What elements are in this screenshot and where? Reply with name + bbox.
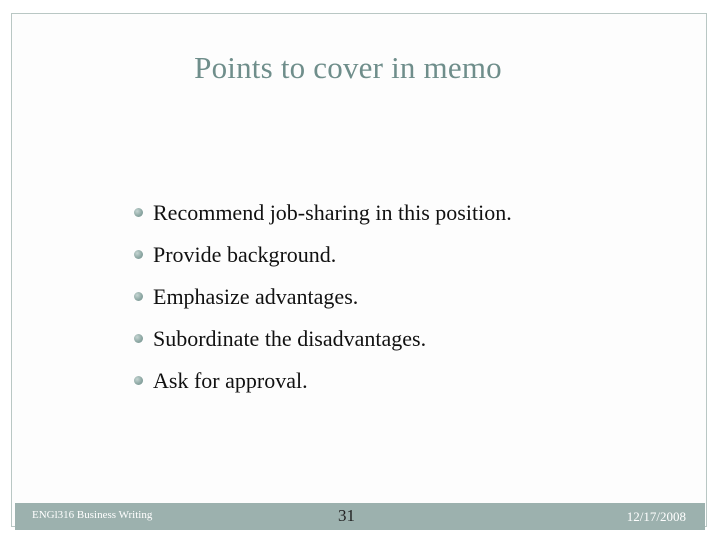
bullet-text: Ask for approval.: [153, 368, 308, 393]
bullet-item: [134, 198, 512, 240]
bullet-text: Subordinate the disadvantages.: [153, 326, 427, 351]
slide-footer: [15, 503, 705, 530]
bullet-item: [134, 366, 512, 408]
footer-course-label: ENGl316 Business Writing: [32, 509, 153, 521]
bullet-item: [134, 240, 512, 282]
bullet-item: [134, 324, 512, 366]
slide-frame: [11, 13, 707, 527]
bullet-dot-icon: [134, 250, 143, 259]
bullet-dot-icon: [134, 208, 143, 217]
footer-page-number: 31: [338, 506, 355, 525]
bullet-text: Emphasize advantages.: [153, 284, 359, 309]
bullet-dot-icon: [134, 376, 143, 385]
bullet-list: [134, 198, 512, 408]
bullet-text: Recommend job-sharing in this position.: [153, 200, 512, 225]
bullet-item: [134, 282, 512, 324]
bullet-text: Provide background.: [153, 242, 337, 267]
bullet-dot-icon: [134, 292, 143, 301]
footer-date: 12/17/2008: [626, 509, 686, 524]
bullet-dot-icon: [134, 334, 143, 343]
slide-title: Points to cover in memo: [194, 50, 502, 85]
